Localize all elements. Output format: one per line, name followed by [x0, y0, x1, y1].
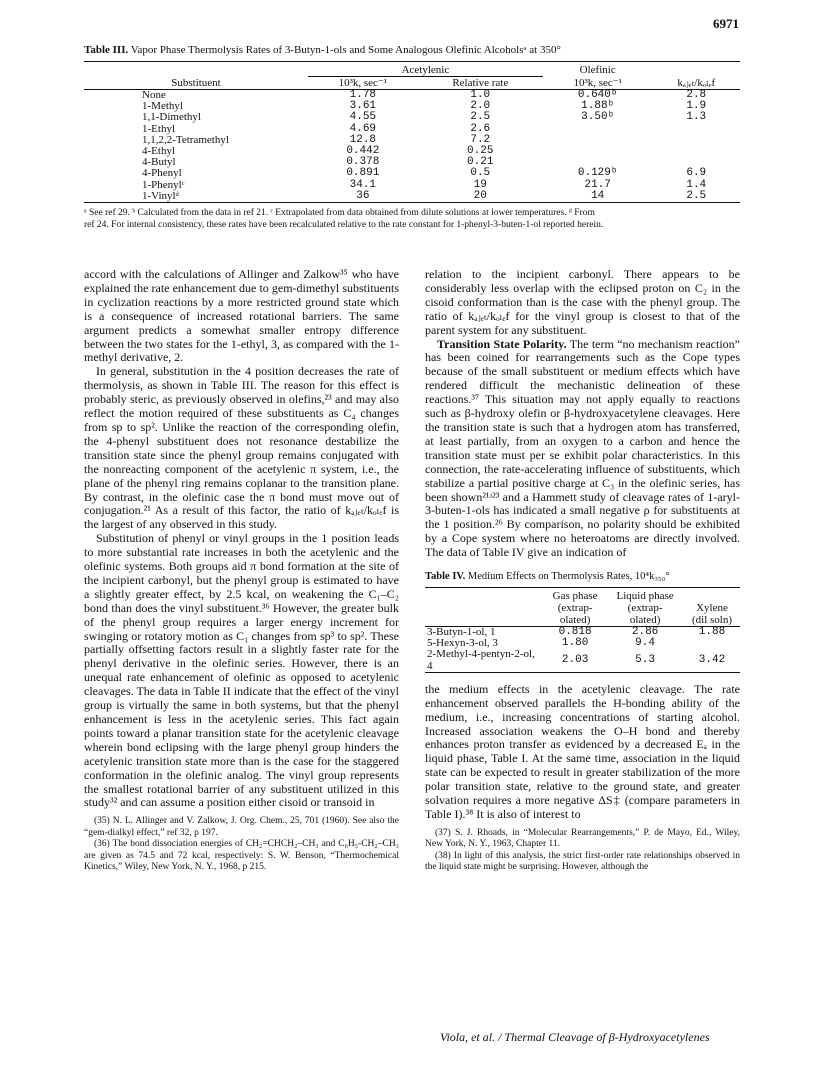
table-cell	[543, 124, 653, 135]
table-cell: 12.8	[349, 133, 377, 146]
table-cell: 3.50ᵇ	[581, 111, 615, 124]
right-column	[425, 268, 740, 874]
paragraph: accord with the calculations of Allinger and Zalkow³⁵ who have explained the rate enhancement due to gem-dimethyl substituents in cyclization reactions by a more restricted ground state which is a consequence of increased rotational barriers. The same argument predicts a somewhat smaller entropy difference between the two states for the 1-ethyl, 3, as compared with the 1-methyl derivative, 2.	[84, 267, 399, 365]
table-cell: 1.88ᵇ	[581, 100, 615, 113]
header-olef-k: 10³k, sec⁻¹	[573, 76, 622, 89]
table-iv	[425, 570, 740, 673]
header-gas-phase: Gas phase	[552, 590, 598, 603]
reference-37: (37) S. J. Rhoads, in “Molecular Rearrangements,” P. de Mayo, Ed., Wiley, New York, N. Y., 1963, Chapter 11.	[425, 827, 740, 850]
table-cell	[684, 638, 740, 649]
table-iii-title: Vapor Phase Thermolysis Rates of 3-Butyn-1-ols and Some Analogous Olefinic Alcoholsᵃ at 350°	[130, 44, 561, 56]
table-row	[84, 135, 740, 146]
table-cell: 1-Vinylᵈ	[142, 189, 179, 202]
table-iii	[84, 44, 740, 231]
table-cell: 4-Ethyl	[142, 145, 175, 158]
table-cell: 0.891	[346, 167, 380, 180]
table-cell: 1.0	[470, 89, 491, 101]
paragraph	[425, 338, 740, 561]
header-substituent: Substituent	[171, 76, 221, 89]
table-cell: 2.5	[686, 189, 707, 202]
table-cell: 0.25	[467, 145, 494, 158]
table-row	[84, 112, 740, 123]
table-cell: 1-Phenylᶜ	[142, 178, 185, 191]
table-cell: 3.61	[349, 100, 377, 113]
section-heading: Transition State Polarity.	[437, 336, 567, 351]
paragraph-text: The term “no mechanism reaction” has been coined for rearrangements such as the Cope types because of the small substituent or medium effects which have rendered difficult the mechanistic delineation of these reactions.³⁷ This situation may not apply equally to reactions such as β-hydroxy olefin or β-hydroxyacetylene cleavages. Here the transition state is such that a hydrogen atom has transferred, at least partially, from an oxygen to a carbon and hence the transition state must per se exhibit polar characteristics. In this connection, the rate-accelerating influence of substituents, which stabilize a partial positive charge at C₃ in the olefinic series, has been shown²¹ʴ²³ and a Hammett study of cleavage rates of 1-aryl-3-buten-1-ols has indicated a small negative ρ for substituents at the 1 position.²⁶ By comparison, no polarity should be exhibited by a Cope system where no heteroatoms are directly involved. The data of Table IV give an indication of	[425, 336, 740, 560]
paragraph: the medium effects in the acetylenic cleavage. The rate enhancement observed parallels the H-bonding ability of the medium, i.e., increasing concentrations of starting alcohol. Increased association weakens the O–H bond and thereby enhances proton transfer as evidenced by a decreased Eₐ in the liquid phase, Table I. At the same time, association in the liquid state can be expected to result in greater stabilization of the more polar transition state, relative to the ground state, and greater solvation requires a more negative ΔS‡ (compare parameters in Table I).³⁸ It is also of interest to	[425, 681, 740, 821]
table-cell: 2.5	[470, 111, 491, 124]
table-cell: 0.442	[346, 145, 380, 158]
running-footer: Viola, et al. / Thermal Cleavage of β-Hydroxyacetylenes	[440, 1030, 710, 1044]
table-row	[84, 146, 740, 157]
left-column	[84, 268, 399, 874]
table-cell: None	[142, 89, 166, 101]
page-number: 6971	[713, 16, 739, 31]
table-cell: 1.3	[686, 111, 707, 124]
table-iii-grid	[84, 61, 740, 203]
table-cell: 1,1-Dimethyl	[142, 111, 201, 124]
table-cell: 9.4	[635, 637, 655, 650]
header-subline: olated)	[559, 614, 591, 627]
table-cell	[653, 146, 740, 157]
table-cell: 6.9	[686, 167, 707, 180]
table-cell: 2.86	[631, 626, 659, 639]
header-subline: olated)	[629, 614, 661, 627]
footnote-refs-left	[84, 816, 399, 874]
table-cell: 7.2	[470, 133, 491, 146]
table-cell: 0.640ᵇ	[577, 89, 618, 101]
table-cell: 1.9	[686, 100, 707, 113]
table-cell: 0.129ᵇ	[577, 167, 618, 180]
header-relative-rate: Relative rate	[418, 77, 543, 90]
body-columns	[84, 268, 740, 988]
header-ratio: kₐⱼₑₜ/kₒₗₑf	[677, 76, 716, 89]
reference-38: (38) In light of this analysis, the strict first-order rate relationships observed in the liquid state might be surprising. However, although the	[425, 850, 740, 873]
table-iv-label: Table IV.	[425, 571, 466, 583]
footnote-refs-right	[425, 828, 740, 874]
table-cell: 36	[356, 189, 370, 202]
footnote-line: ref 24. For internal consistency, these rates have been recalculated relative to the rate constant for 1-phenyl-3-buten-1-ol reported herein.	[84, 220, 604, 231]
header-liquid-phase: Liquid phase	[616, 590, 674, 603]
table-cell: 1.88	[698, 626, 726, 639]
header-subline: (extrap-	[557, 602, 593, 615]
table-cell	[543, 135, 653, 146]
table-cell: 19	[473, 178, 487, 191]
table-cell: 0.21	[467, 156, 494, 169]
table-iv-caption	[425, 570, 740, 583]
table-cell: 2.8	[686, 89, 707, 101]
table-cell: 1.78	[349, 89, 377, 101]
table-cell: 3-Butyn-1-ol, 1	[427, 626, 496, 639]
table-cell: 4-Butyl	[142, 156, 176, 169]
table-iii-footnotes	[84, 207, 740, 231]
table-cell: 1-Ethyl	[142, 122, 175, 135]
table-cell	[543, 146, 653, 157]
table-iii-label: Table III.	[84, 44, 129, 56]
table-cell: 2.6	[470, 122, 491, 135]
header-subline: (dil soln)	[691, 614, 732, 627]
paragraph: Substitution of phenyl or vinyl groups in the 1 position leads to more substantial rate increases in both the acetylenic and the olefinic systems. Both groups aid π bond formation at the site of the incipient carbonyl, but the phenyl group is estimated to have a slightly greater effect, by 2.5 kcal, on weakening the C₁–C₂ bond than does the vinyl substituent.³⁶ However, the greater bulk of the phenyl group requires a larger energy increment for swinging or rotatory motion as C₁ changes from sp³ to sp². These partially offsetting factors result in a slightly faster rate for the phenyl derivative in the olefinic series. However, there is an unequal rate enhancement of olefinic as opposed to acetylenic cleavages. The data in Table II indicate that the effect of the vinyl group is virtually the same in both systems, but that the phenyl enhancement is less in the acetylenic series. This fact again points toward a planar transition state for the acetylenic cleavage wherein bond eclipsing with the large phenyl group hinders the acetylenic transition state more than is the case for the staggered conformation in the olefinic analog. The vinyl group represents the smallest rotational barrier of any substituent utilized in this study³² and can assume a position either cisoid or transoid in	[84, 531, 399, 810]
paragraph: relation to the incipient carbonyl. There appears to be considerably less overlap with the eclipsed proton on C₂ in the cisoid conformation than is the case with the phenyl group. The ratio of kₐⱼₑₜ/kₒₗₑf for the vinyl group is closest to that of the parent system for any substituent.	[425, 267, 740, 337]
table-cell: 0.818	[558, 626, 592, 639]
table-cell: 2-Methyl-4-pentyn-2-ol, 4	[427, 648, 535, 672]
table-cell: 21.7	[584, 178, 611, 191]
footnote-line: ᵃ See ref 29. ᵇ Calculated from the data in ref 21. ᶜ Extrapolated from data obtained from dilute solutions at lower temperatures. ᵈ From	[84, 208, 595, 219]
table-cell: 1-Methyl	[142, 100, 183, 113]
table-iii-caption	[84, 44, 740, 57]
group-olefinic: Olefinic	[579, 64, 616, 77]
table-row	[84, 157, 740, 168]
table-cell: 34.1	[349, 178, 377, 191]
table-row	[84, 168, 740, 179]
table-cell: 1,1,2,2-Tetramethyl	[142, 133, 229, 146]
table-iv-title: Medium Effects on Thermolysis Rates, 10⁴k₃₅₀°	[467, 571, 670, 583]
table-row	[84, 180, 740, 191]
table-cell: 0.5	[470, 167, 491, 180]
table-cell: 4-Phenyl	[142, 167, 182, 180]
table-cell: 4.55	[349, 111, 377, 124]
table-cell: 4.69	[349, 122, 377, 135]
table-cell: 5-Hexyn-3-ol, 3	[427, 637, 498, 650]
table-cell: 20	[473, 189, 487, 202]
header-blank	[684, 588, 740, 603]
table-cell: 1.80	[561, 637, 589, 650]
header-subline: (extrap-	[627, 602, 663, 615]
table-cell: 1.4	[686, 178, 707, 191]
header-acet-k: 10³k, sec⁻¹	[308, 77, 418, 90]
table-row	[84, 191, 740, 203]
table-cell: 2.0	[470, 100, 491, 113]
table-row	[425, 649, 740, 672]
table-cell: 5.3	[635, 654, 655, 667]
table-cell: 14	[591, 189, 605, 202]
table-cell: 0.378	[346, 156, 380, 169]
header-xylene: Xylene	[696, 602, 728, 615]
paragraph: In general, substitution in the 4 position decreases the rate of thermolysis, as shown in Table III. The reason for this effect is probably steric, as previously observed in olefins,²³ and may also reflect the motion required of these substituents as C₄ changes from sp to sp². Unlike the reaction of the corresponding olefin, the 4-phenyl substituent does not resonance destabilize the transition state since the phenyl group remains conjugated with the nonreacting component of the acetylenic π system, i.e., the plane of the phenyl ring remains coplanar to the transition plane. By contrast, in the olefinic case the π bond must move out of conjugation.²¹ As a result of this factor, the ratio of kₐⱼₑₜ/kₒₗₑf is the largest of any observed in this study.	[84, 364, 399, 532]
reference-36: (36) The bond dissociation energies of CH₂=CHCH₂–CH₃ and C₆H₅-CH₂–CH₃ are given as 74.5 and 72 kcal, respectively: S. W. Benson, “Thermochemical Kinetics,” Wiley, New York, N. Y., 1968, p 215.	[84, 839, 399, 873]
table-cell: 2.03	[561, 654, 589, 667]
group-acetylenic: Acetylenic	[401, 64, 450, 76]
table-cell	[653, 124, 740, 135]
table-cell	[653, 135, 740, 146]
table-cell: 3.42	[698, 654, 726, 667]
table-iv-grid	[425, 587, 740, 673]
reference-35: (35) N. L. Allinger and V. Zalkow, J. Org. Chem., 25, 701 (1960). See also the “gem-dialkyl effect,” ref 32, p 197.	[84, 816, 399, 838]
